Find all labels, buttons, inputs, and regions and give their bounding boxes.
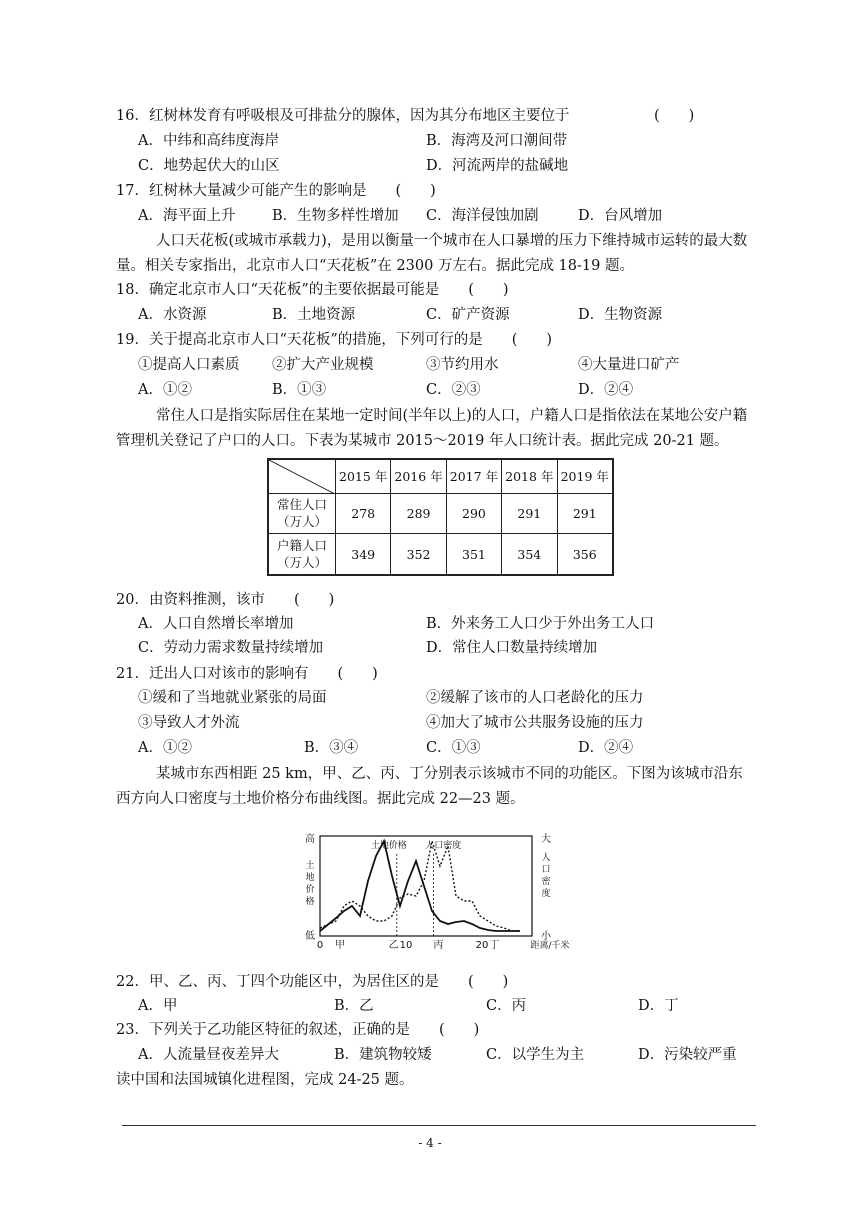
passage-2: 常住人口是指实际居住在某地一定时间(半年以上)的人口，户籍人口是指依法在某地公安户籍管理机关登记了户口的人口。下表为某城市 2015～2019 年人口统计表。据此完成 20-21 题。: [116, 408, 748, 449]
option: B．①③: [272, 382, 327, 398]
question-20-stem: 20．由资料推测，该市 ( ): [116, 592, 335, 608]
series-label-land-price: 土地价格: [370, 841, 407, 851]
option: D．台风增加: [578, 208, 663, 224]
zone-label: 乙: [388, 940, 399, 951]
table-cell: 289: [391, 493, 446, 534]
question-22-stem: 22．甲、乙、丙、丁四个功能区中，为居住区的是 ( ): [116, 974, 509, 990]
table-header-year: 2018 年: [502, 459, 557, 493]
table-header-year: 2017 年: [446, 459, 501, 493]
option: B．③④: [304, 740, 359, 756]
statement-item: ④加大了城市公共服务设施的压力: [426, 715, 644, 731]
option: C．地势起伏大的山区: [138, 158, 280, 174]
option: D．污染较严重: [638, 1047, 737, 1063]
table-row: [268, 534, 613, 575]
option: B．土地资源: [272, 307, 356, 323]
row-unit: （万人）: [276, 514, 327, 530]
y-left-axis-label-char: 价: [305, 885, 315, 895]
option: A．①②: [138, 382, 192, 398]
chart-frame: [320, 836, 532, 936]
option: C．以学生为主: [486, 1047, 585, 1063]
option: D．常住人口数量持续增加: [426, 640, 598, 656]
x-tick-label: 10: [399, 940, 413, 951]
statement-item: ②缓解了该市的人口老龄化的压力: [426, 690, 644, 706]
option: A．海平面上升: [138, 208, 236, 224]
table-header-year: 2015 年: [336, 459, 391, 493]
series-line-population-density: [320, 841, 520, 931]
question-16-stem: 16．红树林发育有呼吸根及可排盐分的腺体，因为其分布地区主要位于: [116, 108, 570, 124]
table-cell: 278: [336, 493, 391, 534]
series-label-population-density: 人口密度: [425, 841, 462, 851]
answer-paren: ( ): [654, 108, 695, 124]
table-header-year: 2019 年: [557, 459, 613, 493]
y-left-bottom-label: 低: [305, 931, 315, 942]
question-18-stem: 18．确定北京市人口“天花板”的主要依据最可能是 ( ): [116, 282, 509, 298]
table-header-year: 2016 年: [391, 459, 446, 493]
passage-3: 某城市东西相距 25 km，甲、乙、丙、丁分别表示该城市不同的功能区。下图为该城市沿东西方向人口密度与土地价格分布曲线图。据此完成 22—23 题。: [116, 766, 743, 807]
instruction-line: 读中国和法国城镇化进程图，完成 24-25 题。: [116, 1072, 414, 1088]
option: A．甲: [138, 998, 178, 1014]
y-right-axis-label-char: 度: [541, 889, 551, 899]
zone-label: 甲: [335, 940, 345, 951]
option: C．矿产资源: [426, 307, 510, 323]
row-label: 户籍人口: [276, 538, 327, 554]
option: C．②③: [426, 382, 481, 398]
x-axis-label: 距离/千米: [530, 941, 570, 951]
row-label: 常住人口: [276, 497, 327, 513]
option: C．丙: [486, 998, 527, 1014]
table-cell: 291: [557, 493, 613, 534]
table-cell: 349: [336, 534, 391, 575]
footer-divider: [122, 1125, 756, 1126]
option: B．外来务工人口少于外出务工人口: [426, 616, 655, 632]
option: C．劳动力需求数量持续增加: [138, 640, 324, 656]
table-cell: 291: [502, 493, 557, 534]
statement-item: ②扩大产业规模: [272, 357, 374, 373]
question-21-stem: 21．迁出人口对该市的影响有 ( ): [116, 666, 378, 682]
table-cell: 290: [446, 493, 501, 534]
question-23-stem: 23．下列关于乙功能区特征的叙述，正确的是 ( ): [116, 1022, 480, 1038]
option: D．②④: [578, 382, 634, 398]
option: D．丁: [638, 998, 679, 1014]
table-cell: 356: [557, 534, 613, 575]
option: B．海湾及河口潮间带: [426, 133, 568, 149]
statement-item: ①缓和了当地就业紧张的局面: [138, 690, 327, 706]
y-right-axis-label-char: 人: [541, 853, 551, 863]
option: B．建筑物较矮: [334, 1047, 432, 1063]
y-left-axis-label-char: 地: [305, 873, 315, 883]
statement-item: ③节约用水: [426, 357, 499, 373]
statement-item: ①提高人口素质: [138, 357, 240, 373]
y-right-top-label: 大: [541, 834, 551, 845]
diagonal-line: [269, 460, 335, 494]
option: D．生物资源: [578, 307, 663, 323]
table-corner-cell: [268, 459, 336, 493]
option: B．乙: [334, 998, 374, 1014]
table-row: [268, 493, 613, 534]
y-right-axis-label-char: 口: [541, 865, 551, 875]
statement-item: ④大量进口矿产: [578, 357, 680, 373]
option: A．中纬和高纬度海岸: [138, 133, 279, 149]
population-table: [267, 458, 614, 576]
x-tick-label: 0: [316, 940, 324, 951]
question-19-stem: 19．关于提高北京市人口“天花板”的措施，下列可行的是 ( ): [116, 332, 553, 348]
statement-item: ③导致人才外流: [138, 715, 240, 731]
option: A．水资源: [138, 307, 207, 323]
y-right-axis-label-char: 密: [541, 877, 551, 887]
option: D．河流两岸的盐碱地: [426, 158, 569, 174]
option: C．海洋侵蚀加剧: [426, 208, 539, 224]
series-line-land-price: [320, 841, 520, 931]
y-left-axis-label-char: 格: [305, 897, 315, 907]
y-left-top-label: 高: [305, 834, 315, 845]
land-price-population-density-chart: [300, 824, 570, 958]
y-left-axis-label-char: 土: [305, 861, 315, 871]
option: B．生物多样性增加: [272, 208, 399, 224]
option: A．人口自然增长率增加: [138, 616, 294, 632]
option: A．①②: [138, 740, 192, 756]
row-unit: （万人）: [276, 555, 327, 571]
table-cell: 351: [446, 534, 501, 575]
option: C．①③: [426, 740, 481, 756]
option: A．人流量昼夜差异大: [138, 1047, 279, 1063]
table-cell: 352: [391, 534, 446, 575]
table-cell: 354: [502, 534, 557, 575]
passage-1: 人口天花板(或城市承载力)，是用以衡量一个城市在人口暴增的压力下维持城市运转的最大数量。相关专家指出，北京市人口“天花板”在 2300 万左右。据此完成 18-19 题。: [116, 233, 748, 274]
option: D．②④: [578, 740, 634, 756]
page-number: - 4 -: [418, 1136, 442, 1150]
y-right-bottom-label: 小: [541, 931, 551, 942]
question-17-stem: 17．红树林大量减少可能产生的影响是 ( ): [116, 183, 436, 199]
zone-label: 丁: [489, 940, 500, 951]
zone-label: 丙: [433, 940, 444, 951]
x-tick-label: 20: [475, 940, 489, 951]
